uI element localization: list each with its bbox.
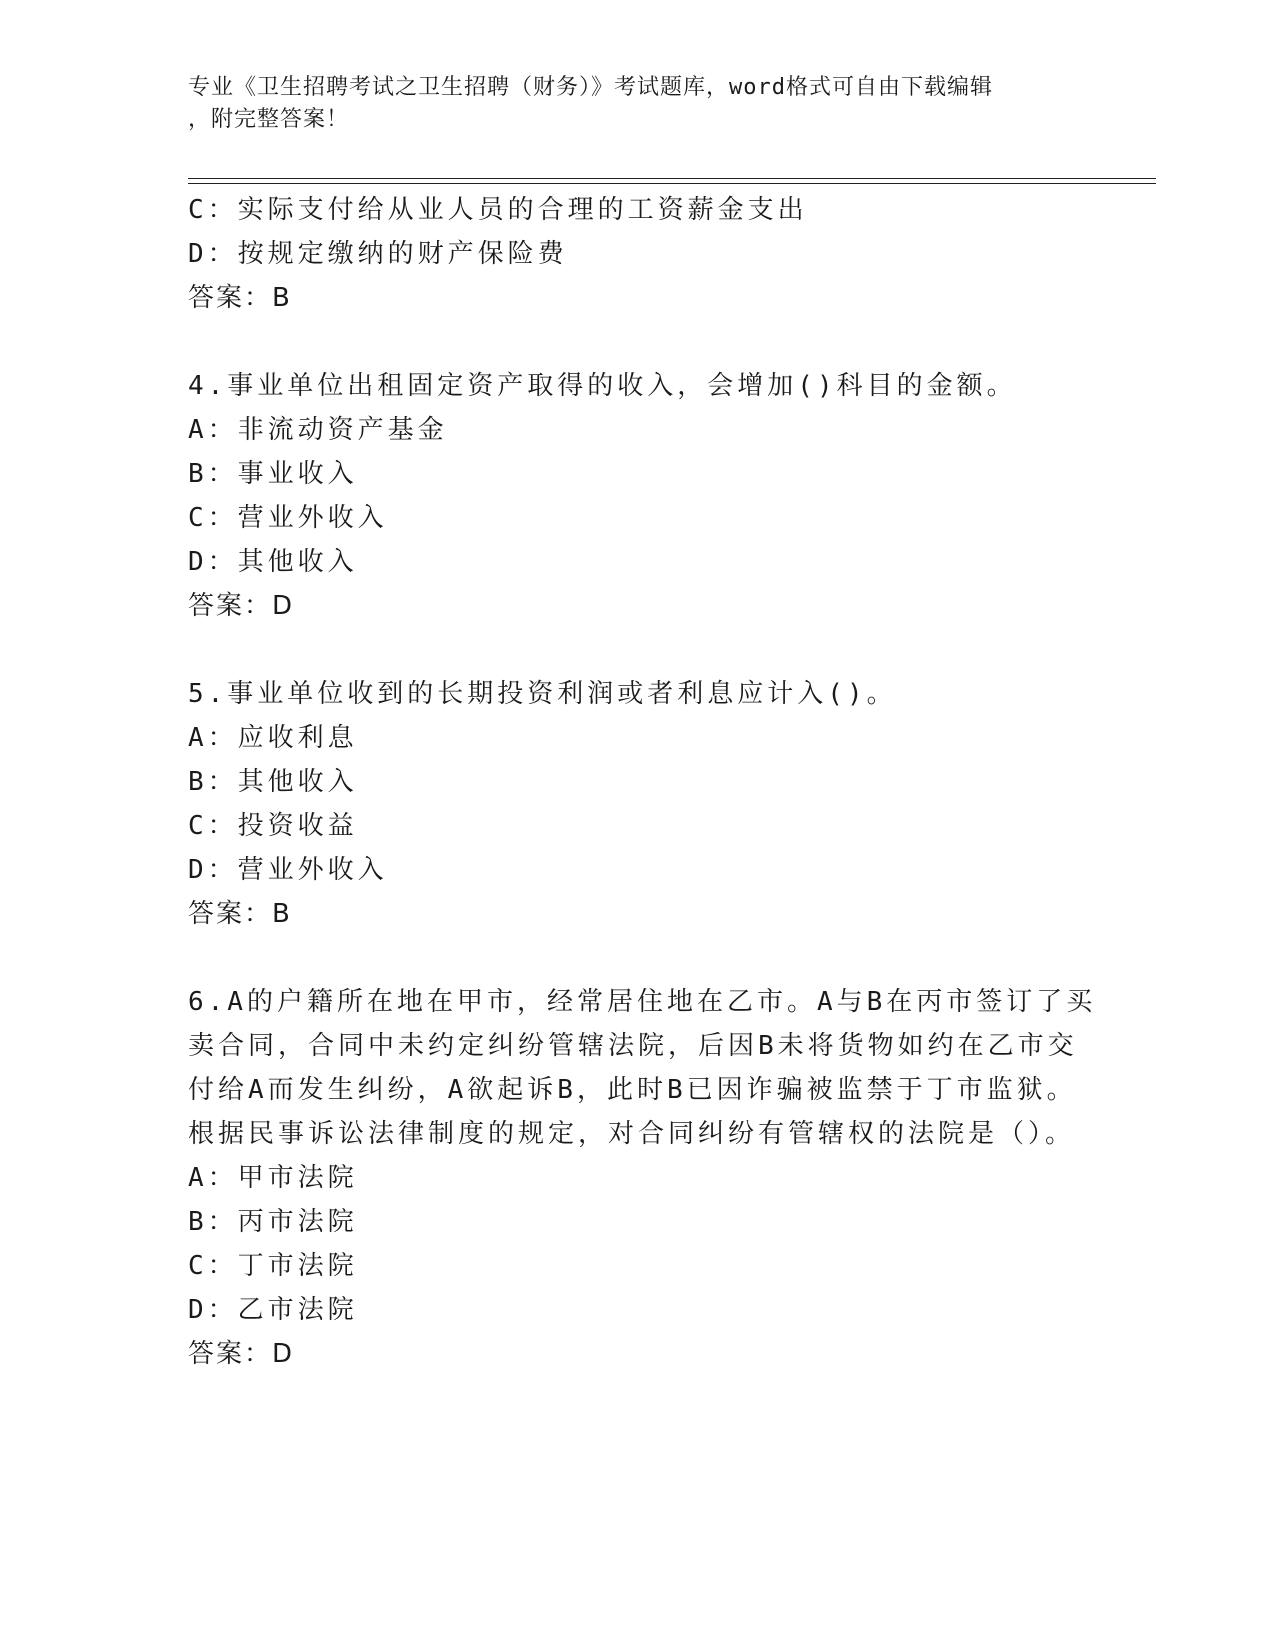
q6-question-line-4: 根据民事诉讼法律制度的规定，对合同纠纷有管辖权的法院是（）。 bbox=[188, 1119, 1076, 1149]
q4-option-c: C：营业外收入 bbox=[188, 503, 388, 533]
q5-option-b: B：其他收入 bbox=[188, 767, 358, 797]
q4-option-a: A：非流动资产基金 bbox=[188, 415, 448, 445]
q6-question-line-2: 卖合同，合同中未约定纠纷管辖法院，后因B未将货物如约在乙市交 bbox=[188, 1031, 1078, 1061]
q5-option-d: D：营业外收入 bbox=[188, 855, 388, 885]
q6-option-c: C：丁市法院 bbox=[188, 1251, 358, 1281]
q5-option-a: A：应收利息 bbox=[188, 723, 358, 753]
header-divider-top bbox=[188, 178, 1156, 179]
q4-question: 4.事业单位出租固定资产取得的收入，会增加()科目的金额。 bbox=[188, 371, 1017, 401]
q4-option-d: D：其他收入 bbox=[188, 547, 358, 577]
q5-question: 5.事业单位收到的长期投资利润或者利息应计入()。 bbox=[188, 679, 897, 709]
q6-answer: 答案：D bbox=[188, 1339, 295, 1369]
q6-option-d: D：乙市法院 bbox=[188, 1295, 358, 1325]
q6-question-line-1: 6.A的户籍所在地在甲市，经常居住地在乙市。A与B在丙市签订了买 bbox=[188, 987, 1097, 1017]
q3-option-c: C：实际支付给从业人员的合理的工资薪金支出 bbox=[188, 195, 808, 225]
q4-option-b: B：事业收入 bbox=[188, 459, 358, 489]
q6-option-a: A：甲市法院 bbox=[188, 1163, 358, 1193]
q5-option-c: C：投资收益 bbox=[188, 811, 358, 841]
q6-question-line-3: 付给A而发生纠纷，A欲起诉B，此时B已因诈骗被监禁于丁市监狱。 bbox=[188, 1075, 1077, 1105]
header-line-2: ，附完整答案！ bbox=[188, 107, 350, 132]
header-divider-bottom bbox=[188, 183, 1156, 184]
q5-answer: 答案：B bbox=[188, 899, 292, 929]
q3-answer: 答案：B bbox=[188, 283, 292, 313]
q6-option-b: B：丙市法院 bbox=[188, 1207, 358, 1237]
document-header bbox=[188, 72, 1088, 136]
header-line-1: 专业《卫生招聘考试之卫生招聘（财务）》考试题库，word格式可自由下载编辑 bbox=[188, 75, 993, 100]
q4-answer: 答案：D bbox=[188, 591, 295, 621]
q3-option-d: D：按规定缴纳的财产保险费 bbox=[188, 239, 568, 269]
